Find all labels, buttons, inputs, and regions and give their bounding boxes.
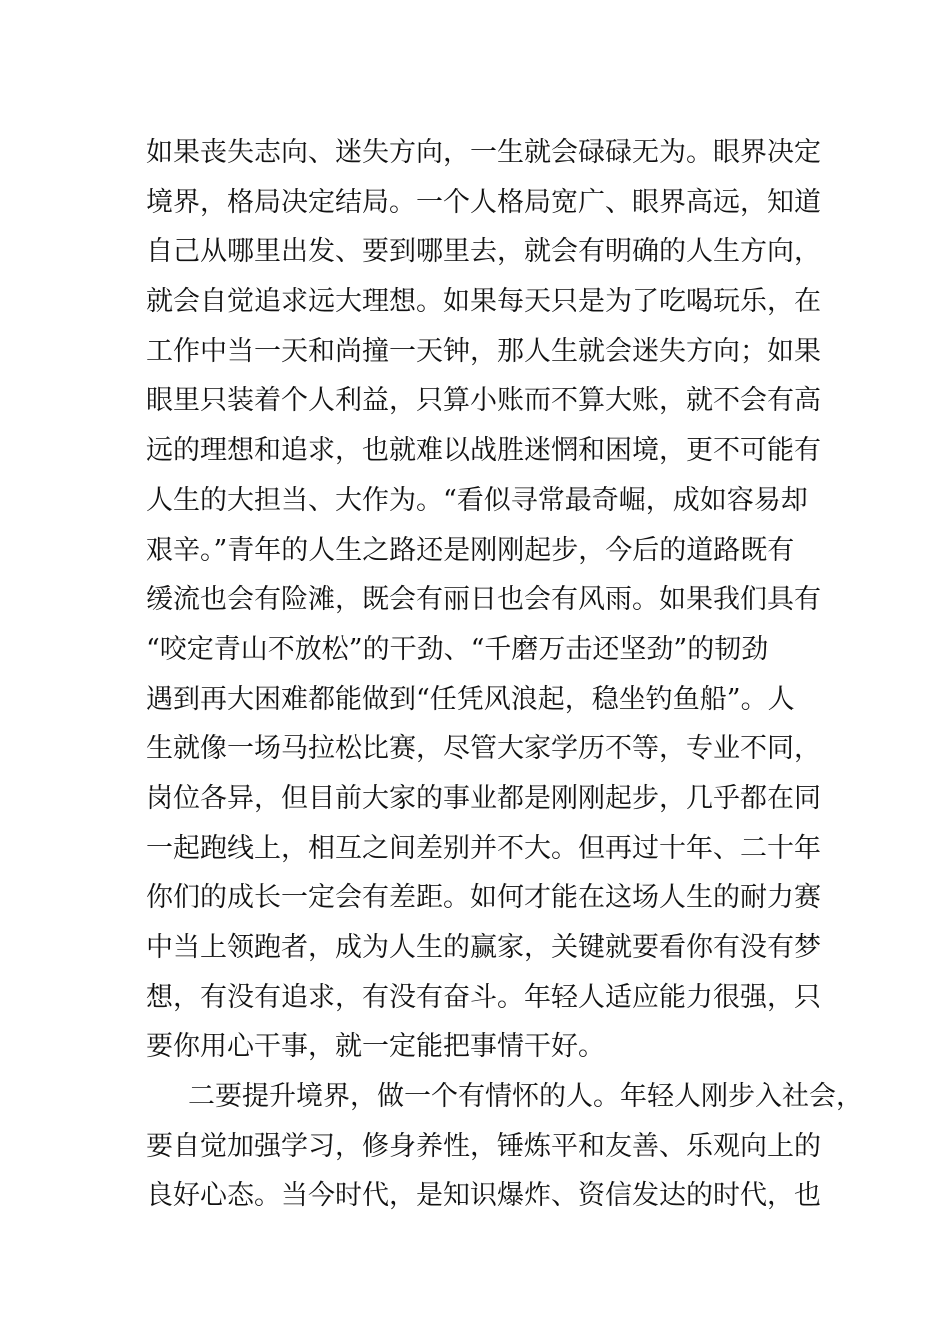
text-line: 中当上领跑者，成为人生的赢家，关键就要看你有没有梦 (146, 932, 821, 963)
text-line: 缓流也会有险滩，既会有丽日也会有风雨。如果我们具有 (146, 584, 821, 616)
body-text (146, 128, 863, 1221)
text-line: 生就像一场马拉松比赛，尽管大家学历不等，专业不同， (146, 733, 821, 765)
text-line: 良好心态。当今时代，是知识爆炸、资信发达的时代，也 (146, 1180, 821, 1212)
paragraph-start-line: 二要提升境界，做一个有情怀的人。年轻人刚步入社会， (188, 1081, 863, 1113)
text-line: 境界，格局决定结局。一个人格局宽广、眼界高远，知道 (146, 186, 821, 218)
text-line: 远的理想和追求，也就难以战胜迷惘和困境，更不可能有 (146, 435, 821, 467)
text-line: 想，有没有追求，有没有奋斗。年轻人适应能力很强，只 (146, 981, 821, 1013)
text-line: 要你用心干事，就一定能把事情干好。 (146, 1031, 605, 1063)
text-line: 岗位各异，但目前大家的事业都是刚刚起步，几乎都在同 (146, 782, 821, 814)
text-line: “咬定青山不放松”的干劲、“千磨万击还坚劲”的韧劲 (146, 633, 769, 665)
text-line: 就会自觉追求远大理想。如果每天只是为了吃喝玩乐，在 (146, 286, 821, 318)
text-line: 遇到再大困难都能做到“任凭风浪起，稳坐钓鱼船”。人 (146, 683, 795, 715)
text-line: 要自觉加强学习，修身养性，锤炼平和友善、乐观向上的 (146, 1130, 821, 1162)
text-line: 眼里只装着个人利益，只算小账而不算大账，就不会有高 (146, 385, 821, 417)
text-line: 一起跑线上，相互之间差别并不大。但再过十年、二十年 (146, 832, 821, 864)
text-line: 自己从哪里出发、要到哪里去，就会有明确的人生方向， (146, 236, 821, 268)
text-line: 艰辛。”青年的人生之路还是刚刚起步，今后的道路既有 (146, 534, 795, 566)
text-line: 人生的大担当、大作为。“看似寻常最奇崛，成如容易却 (146, 484, 808, 516)
text-line: 如果丧失志向、迷失方向，一生就会碌碌无为。眼界决定 (146, 137, 821, 168)
text-line: 工作中当一天和尚撞一天钟，那人生就会迷失方向；如果 (146, 335, 821, 367)
text-line: 你们的成长一定会有差距。如何才能在这场人生的耐力赛 (146, 882, 821, 914)
